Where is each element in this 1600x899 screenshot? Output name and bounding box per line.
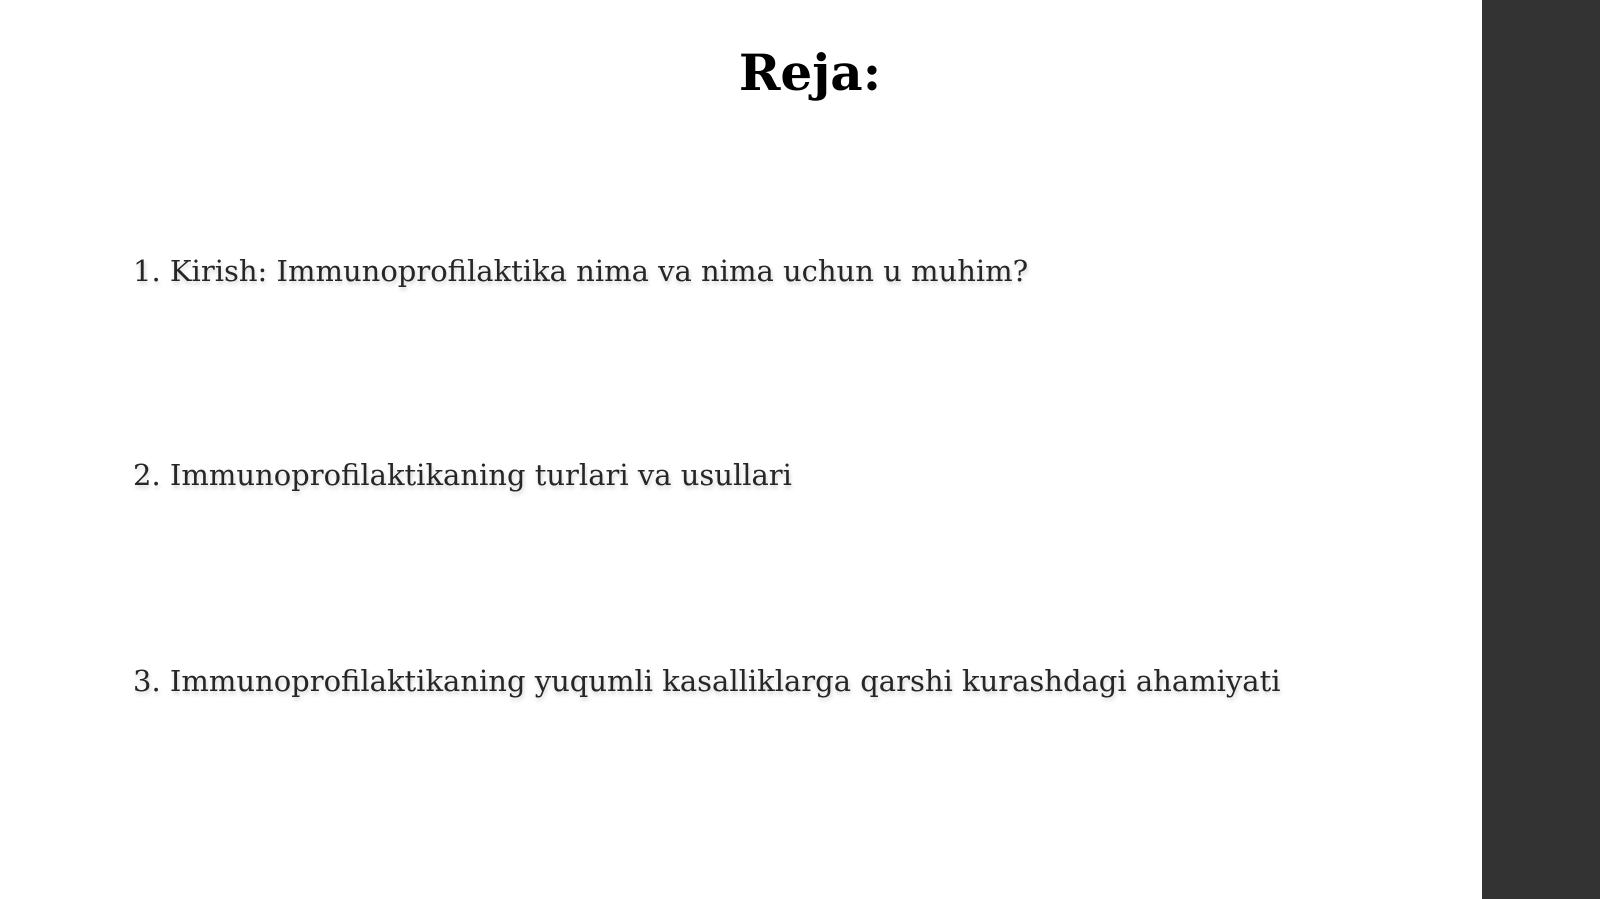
plan-item-1: 1. Kirish: Immunoprofilaktika nima va nima uchun u muhim? (133, 254, 1029, 288)
side-bar (1482, 0, 1600, 899)
slide-title: Reja: (738, 43, 882, 102)
plan-item-3: 3. Immunoprofilaktikaning yuqumli kasalliklarga qarshi kurashdagi ahamiyati (133, 664, 1281, 698)
plan-item-2: 2. Immunoprofilaktikaning turlari va usullari (133, 458, 792, 492)
